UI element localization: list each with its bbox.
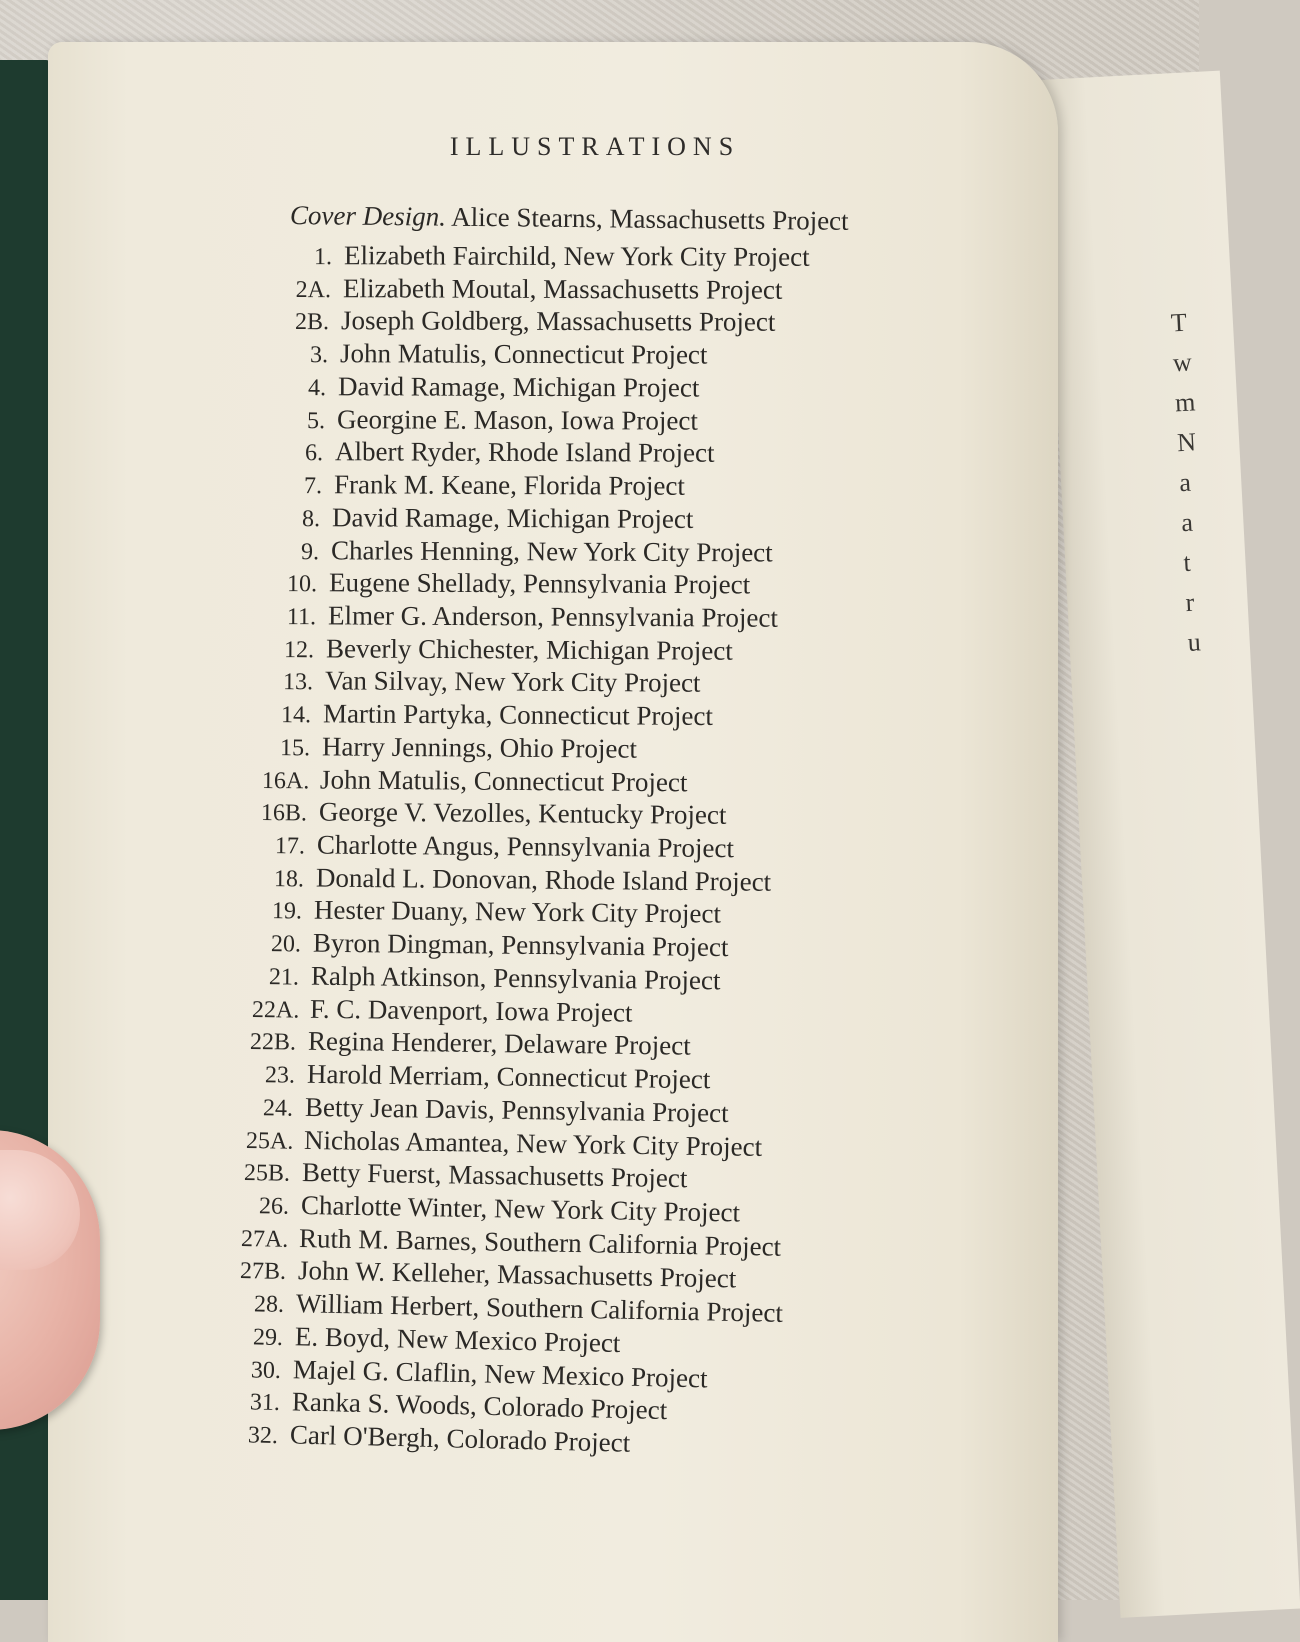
entry-number: 19. (271, 898, 303, 925)
facing-page-letter: N (1176, 427, 1197, 458)
entry-number: 30. (250, 1356, 282, 1384)
facing-page-letter: u (1186, 627, 1202, 658)
entry-number: 16B. (260, 800, 307, 827)
entry-number: 11. (286, 604, 316, 631)
list-item (271, 567, 750, 600)
list-item (263, 731, 636, 765)
entry-number: 32. (247, 1422, 279, 1450)
cover-design-label: Cover Design. (289, 200, 447, 232)
list-item (248, 1058, 710, 1095)
entry-number: 17. (274, 833, 306, 860)
list-item (278, 404, 697, 437)
entry-text: Regina Henderer, Delaware Project (307, 1026, 691, 1061)
entry-text: Frank M. Keane, Florida Project (333, 469, 685, 501)
entry-text: Harold Merriam, Connecticut Project (306, 1058, 711, 1095)
entry-number: 20. (270, 931, 301, 958)
list-item (262, 764, 688, 798)
facing-page-letter: m (1174, 387, 1197, 418)
entry-number: 5. (306, 407, 325, 434)
entry-number: 25B. (243, 1160, 291, 1187)
entry-text: F. C. Davenport, Iowa Project (309, 993, 633, 1028)
list-item (250, 1025, 691, 1062)
entry-number: 9. (300, 538, 319, 565)
cover-design-credit (290, 200, 849, 237)
entry-number: 18. (273, 865, 304, 893)
list-item (269, 600, 777, 634)
entry-text: Byron Dingman, Pennsylvania Project (312, 927, 729, 963)
entry-number: 13. (282, 669, 313, 696)
entry-text: Elmer G. Anderson, Pennsylvania Project (327, 600, 778, 633)
entry-number: 16A. (261, 767, 310, 794)
entry-text: John Matulis, Connecticut Project (339, 338, 708, 370)
list-item (272, 535, 772, 568)
entry-text: Betty Fuerst, Massachusetts Project (301, 1157, 688, 1194)
entry-text: Joseph Goldberg, Massachusetts Project (340, 305, 776, 338)
list-item (265, 698, 713, 732)
entry-number: 26. (258, 1193, 289, 1220)
entry-text: Charlotte Angus, Pennsylvania Project (316, 829, 735, 864)
entry-number: 2B. (294, 309, 330, 336)
list-item (274, 502, 694, 535)
entry-text: David Ramage, Michigan Project (337, 371, 700, 403)
entry-text: David Ramage, Michigan Project (331, 502, 694, 534)
entry-number: 28. (253, 1291, 285, 1319)
entry-text: Charles Henning, New York City Project (330, 534, 773, 567)
entry-number: 2A. (295, 276, 331, 303)
entry-number: 4. (307, 374, 327, 402)
list-item (275, 469, 684, 502)
entry-text: Elizabeth Fairchild, New York City Project (343, 240, 810, 272)
list-item (260, 796, 726, 831)
entry-number: 27A. (240, 1225, 289, 1253)
entry-text: Beverly Chichester, Michigan Project (325, 632, 733, 666)
cover-design-text: Alice Stearns, Massachusetts Project (451, 201, 849, 236)
list-item (247, 1091, 729, 1129)
entry-number: 21. (268, 964, 300, 991)
entry-text: John W. Kelleher, Massachusetts Project (297, 1255, 737, 1294)
entry-text: Majel G. Claflin, New Mexico Project (292, 1353, 708, 1394)
facing-page-letter: t (1182, 547, 1192, 578)
list-item (281, 338, 707, 371)
entry-text: Ralph Atkinson, Pennsylvania Project (310, 960, 721, 996)
entry-number: 14. (280, 702, 312, 729)
entry-text: William Herbert, Southern California Project (295, 1288, 784, 1329)
entry-text: Nicholas Amantea, New York City Project (303, 1124, 762, 1162)
entry-number: 25A. (245, 1127, 294, 1155)
entry-text: John Matulis, Connecticut Project (319, 763, 688, 797)
entry-text: E. Boyd, New Mexico Project (294, 1321, 621, 1358)
list-item (268, 633, 733, 667)
facing-page-letter: w (1172, 347, 1193, 378)
entry-number: 3. (309, 342, 328, 369)
entry-number: 27B. (239, 1258, 286, 1286)
entry-text: Betty Jean Davis, Pennsylvania Project (304, 1091, 729, 1128)
list-item (277, 436, 715, 469)
entry-text: Van Silvay, New York City Project (324, 665, 701, 699)
entry-number: 23. (264, 1062, 295, 1089)
entry-text: Harry Jennings, Ohio Project (321, 731, 637, 764)
facing-page-letter: r (1184, 587, 1195, 618)
entry-number: 10. (286, 571, 318, 598)
list-item (259, 829, 734, 864)
entry-text: Georgine E. Mason, Iowa Project (336, 403, 698, 436)
list-item (280, 371, 700, 404)
list-item (256, 894, 721, 930)
facing-page-letter: a (1178, 467, 1192, 498)
entry-number: 12. (283, 636, 315, 663)
list-item (286, 240, 810, 273)
list-item (266, 665, 700, 699)
entry-number: 1. (313, 244, 333, 271)
list-item (251, 993, 632, 1029)
entry-number: 22B. (249, 1029, 297, 1056)
entry-number: 29. (252, 1324, 283, 1351)
entry-number: 7. (303, 473, 322, 500)
entry-text: Elizabeth Moutal, Massachusetts Project (342, 272, 782, 305)
facing-page-letter: a (1180, 507, 1194, 538)
page-title: ILLUSTRATIONS (449, 132, 741, 161)
entry-text: Martin Partyka, Connecticut Project (322, 698, 713, 732)
entry-text: Albert Ryder, Rhode Island Project (334, 436, 715, 469)
list-item (284, 273, 782, 306)
entry-number: 31. (249, 1389, 280, 1417)
entry-text: George V. Vezolles, Kentucky Project (318, 796, 727, 831)
entry-number: 8. (301, 505, 321, 532)
entry-text: Charlotte Winter, New York City Project (300, 1189, 740, 1228)
entry-number: 24. (262, 1094, 294, 1122)
entry-number: 22A. (251, 996, 299, 1024)
entry-number: 6. (304, 440, 324, 467)
entry-text: Donald L. Donovan, Rhode Island Project (315, 862, 771, 897)
list-item (254, 927, 728, 963)
list-item (283, 305, 776, 338)
entry-text: Eugene Shellady, Pennsylvania Project (328, 567, 751, 600)
facing-page-letter: T (1170, 307, 1188, 338)
facing-page-text (1170, 302, 1209, 663)
list-item (253, 960, 721, 996)
entry-text: Carl O'Bergh, Colorado Project (289, 1419, 631, 1458)
entry-text: Ruth M. Barnes, Southern California Project (298, 1222, 782, 1262)
entry-number: 15. (279, 734, 310, 762)
list-item (257, 862, 770, 898)
entry-text: Hester Duany, New York City Project (313, 895, 722, 930)
entry-text: Ranka S. Woods, Colorado Project (291, 1386, 668, 1426)
